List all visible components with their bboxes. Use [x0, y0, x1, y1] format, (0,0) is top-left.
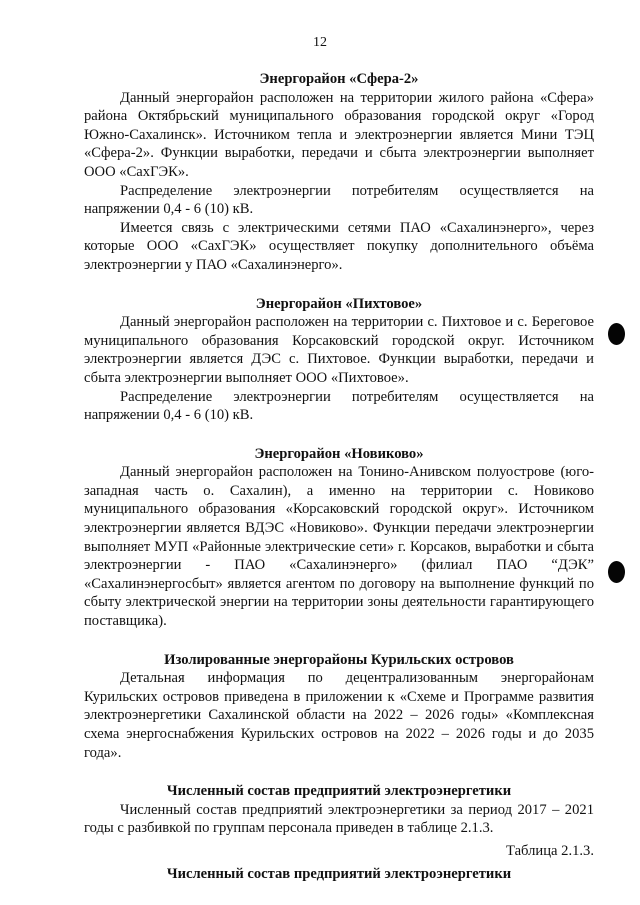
paragraph: Имеется связь с электрическими сетями ПАО «Сахалинэнерго», через которые ООО «СахГЭК» осуществляет покупку дополнительного объёма электроэнергии у ПАО «Сахалинэнерго».	[84, 219, 594, 273]
table-title: Численный состав предприятий электроэнергетики	[166, 865, 512, 882]
paragraph: Численный состав предприятий электроэнергетики за период 2017 – 2021 годы с разбивкой по группам персонала приведен в таблице 2.1.3.	[84, 801, 594, 837]
punch-hole-lower	[608, 561, 625, 583]
section-title-pikhtovoe: Энергорайон «Пихтовое»	[255, 295, 423, 312]
section-title-staff: Численный состав предприятий электроэнергетики	[166, 783, 512, 800]
punch-hole-upper	[608, 323, 625, 345]
table-caption: Таблица 2.1.3.	[506, 842, 594, 859]
section-title-kurily: Изолированные энергорайоны Курильских островов	[164, 651, 514, 668]
paragraph: Детальная информация по децентрализованным энергорайонам Курильских островов приведена в приложении к «Схеме и Программе развития электроэнергетики Сахалинской области на 2022 – 2026 годы» «Комплексная схема энергоснабжения Курильских островов на 2022 – 2026 годы и до 2035 года».	[84, 670, 594, 761]
document-body	[84, 70, 594, 883]
paragraph: Данный энергорайон расположен на территории жилого района «Сфера» района Октябрьский муниципального образования городской округ «Город Южно-Сахалинск». Источником тепла и электроэнергии является Мини ТЭЦ «Сфера-2». Функции выработки, передачи и сбыта электроэнергии выполняет ООО «СахГЭК».	[84, 89, 594, 180]
section-title-novikovo: Энергорайон «Новиково»	[254, 445, 424, 462]
paragraph: Распределение электроэнергии потребителям осуществляется на напряжении 0,4 - 6 (10) кВ.	[84, 182, 594, 218]
page-number: 12	[313, 35, 327, 50]
paragraph: Распределение электроэнергии потребителям осуществляется на напряжении 0,4 - 6 (10) кВ.	[84, 388, 594, 424]
section-title-sfera: Энергорайон «Сфера-2»	[259, 71, 419, 87]
paragraph: Данный энергорайон расположен на территории с. Пихтовое и с. Береговое муниципального образования Корсаковский городской округ. Источником электроэнергии является ДЭС с. Пихтовое. Функции выработки, передачи и сбыта электроэнергии выполняет ООО «Пихтовое».	[84, 314, 594, 386]
paragraph: Данный энергорайон расположен на Тонино-Анивском полуострове (юго-западная часть о. Сахалин), а именно на территории с. Новиково муниципального образования «Корсаковский городской округ». Источником электроэнергии является ВДЭС «Новиково». Функции передачи электроэнергии выполняет МУП «Районные электрические сети» г. Корсаков, выработки и сбыта электроэнергии - ПАО «Сахалинэнерго» (филиал ПАО “ДЭК” «Сахалинэнергосбыт» является агентом по договору на выполнение функций по сбыту электрической энергии на территории зоны деятельности гарантирующего поставщика).	[84, 464, 594, 630]
